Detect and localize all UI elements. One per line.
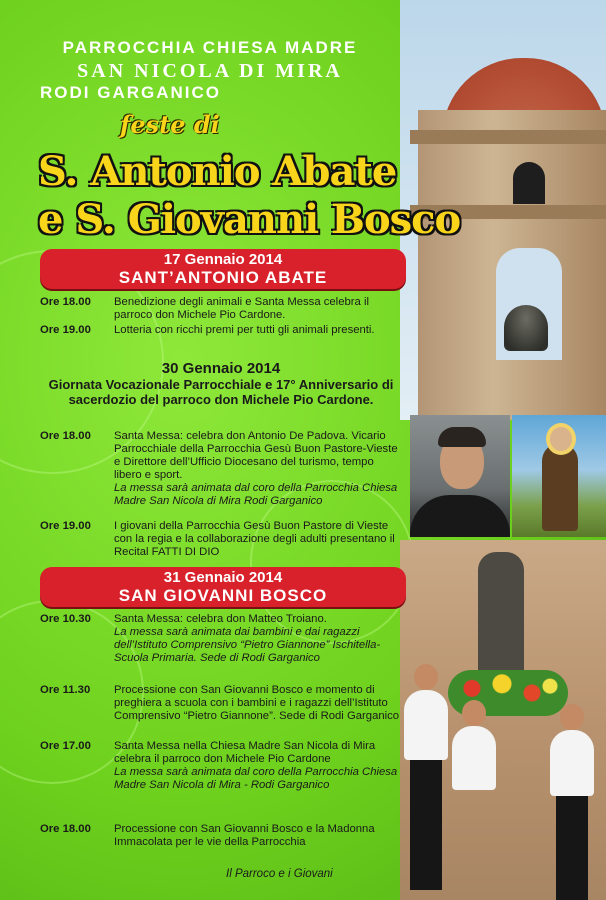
event-time: Ore 19.00: [40, 520, 91, 532]
saint-figure: [542, 443, 578, 531]
parish-name: PARROCCHIA CHIESA MADRE: [62, 38, 358, 57]
event-description: Santa Messa: celebra don Matteo Troiano.: [114, 613, 327, 625]
event-item: [40, 430, 402, 508]
event-time: Ore 18.00: [40, 823, 91, 835]
event-description: Processione con San Giovanni Bosco e la Madonna Immacolata per le vie della Parrocchia: [114, 823, 375, 848]
sant-antonio-painting: [512, 415, 606, 537]
statue-figure: [478, 552, 524, 682]
event-description: Santa Messa: celebra don Antonio De Padova. Vicario Parrocchiale della Parrocchia Gesù Buon Pastore-Vieste e Direttore dell’Ufficio Diocesano del turismo, tempo libero e sport.: [114, 430, 398, 481]
event-time: Ore 18.00: [40, 430, 91, 442]
banner-title: SANT’ANTONIO ABATE: [118, 268, 328, 287]
event-item: [40, 684, 402, 723]
event-description: Benedizione degli animali e Santa Messa celebra il parroco don Michele Pio Cardone.: [114, 296, 369, 321]
banner-date: 17 Gennaio 2014: [163, 251, 283, 268]
event-item: [40, 613, 402, 665]
event-time: Ore 17.00: [40, 740, 91, 752]
church-name: SAN NICOLA DI MIRA: [77, 60, 343, 82]
section-subtitle: Giornata Vocazionale Parrocchiale e 17° Anniversario di sacerdozio del parroco don Michele Pio Cardone.: [48, 377, 394, 407]
procession-bearer: [550, 730, 594, 796]
event-description: I giovani della Parrocchia Gesù Buon Pastore di Vieste con la regia e la collaborazione degli adulti presentano il Recital FATTI DI DIO: [114, 520, 395, 558]
event-time: Ore 11.30: [40, 684, 91, 696]
feste-subtitle: feste di: [120, 110, 220, 139]
event-description: Lotteria con ricchi premi per tutti gli animali presenti.: [114, 324, 375, 336]
event-item: [40, 520, 402, 559]
town-name: RODI GARGANICO: [40, 83, 221, 102]
tower-window: [513, 162, 545, 204]
section-date: 30 Gennaio 2014: [161, 360, 281, 377]
event-note: La messa sarà animata dal coro della Parrocchia Chiesa Madre San Nicola di Mira - Rodi Garganico: [114, 766, 398, 791]
portrait-hair: [438, 427, 486, 447]
saint-halo: [550, 427, 572, 451]
parish-header: [0, 38, 420, 103]
banner-title: SAN GIOVANNI BOSCO: [118, 586, 328, 605]
event-description: Processione con San Giovanni Bosco e momento di preghiera a scuola con i bambini e i ragazzi dell’Istituto Comprensivo “Pietro Giannone”. Sede di Rodi Garganico: [114, 684, 400, 722]
procession-bearer: [404, 690, 448, 760]
event-time: Ore 19.00: [40, 324, 91, 336]
title-saint-antonio: S. Antonio Abate: [38, 148, 397, 195]
procession-bearer: [452, 726, 496, 790]
tower-cornice: [410, 130, 606, 144]
event-description: Santa Messa nella Chiesa Madre San Nicola di Mira celebra il parroco don Michele Pio Cardone: [114, 740, 376, 765]
bell-icon: [504, 305, 548, 351]
event-time: Ore 18.00: [40, 296, 91, 308]
banner-san-giovanni: [40, 567, 406, 607]
portrait-cassock: [410, 495, 510, 537]
banner-sant-antonio: [40, 249, 406, 289]
banner-date: 31 Gennaio 2014: [163, 569, 283, 586]
don-bosco-portrait: [410, 415, 510, 537]
photo-column: [400, 0, 606, 900]
event-time: Ore 10.30: [40, 613, 91, 625]
event-item: [40, 740, 402, 792]
event-item: [40, 324, 402, 337]
title-saint-giovanni: e S. Giovanni Bosco: [38, 196, 461, 243]
signature: Il Parroco e i Giovani: [226, 868, 333, 880]
event-note: La messa sarà animata dal coro della Parrocchia Chiesa Madre San Nicola di Mira Rodi Garganico: [114, 482, 398, 507]
event-item: [40, 823, 402, 849]
section-vocazionale-header: [40, 360, 402, 407]
event-note: La messa sarà animata dai bambini e dai ragazzi dell’Istituto Comprensivo “Pietro Giannone” Ischitella-Scuola Primaria. Sede di Rodi Garganico: [114, 626, 381, 664]
procession-photo: [400, 540, 606, 900]
event-item: [40, 296, 402, 322]
